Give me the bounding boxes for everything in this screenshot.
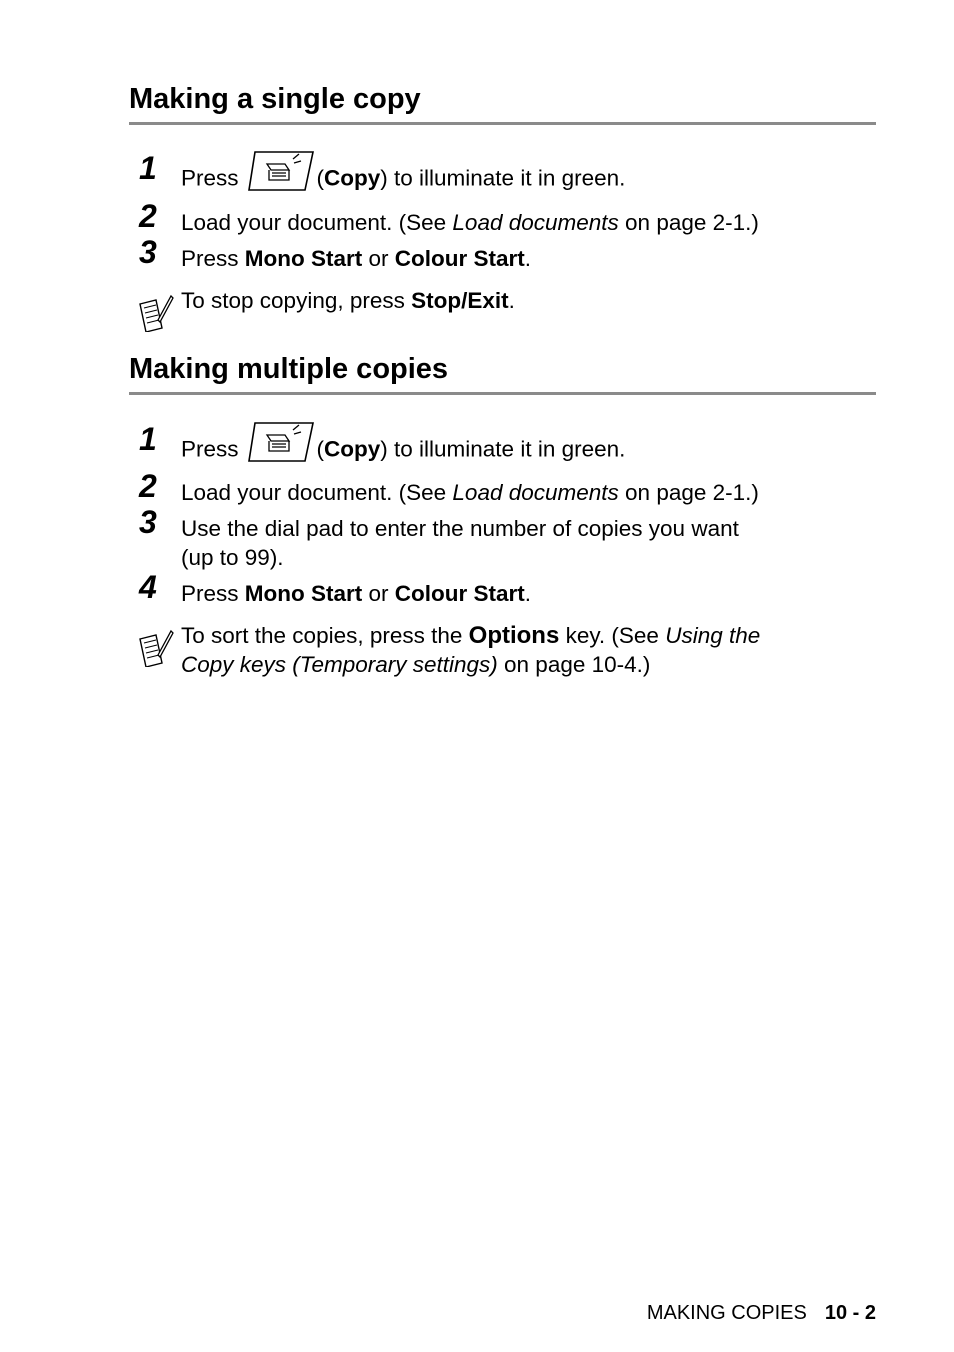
step-number: 3 (139, 234, 157, 270)
step-number: 4 (139, 569, 157, 605)
note-text: To sort the copies, press the Options key. (See Using the Copy keys (Temporary settings) on page 10-4.) (181, 622, 761, 677)
note-pencil-icon (136, 292, 174, 337)
step-number: 2 (139, 198, 157, 234)
cross-reference: Load documents (452, 480, 619, 505)
section-title: Making multiple copies (129, 353, 449, 385)
section-rule (129, 122, 876, 125)
step-text: Press (Copy) to illuminate it in green. (181, 160, 861, 199)
step-number: 3 (139, 504, 157, 540)
section-single-copy (129, 82, 876, 313)
footer-chapter: MAKING COPIES (646, 1302, 807, 1324)
cross-reference: Copy keys (Temporary settings) (181, 652, 498, 677)
step-text: Use the dial pad to enter the number of copies you want (up to 99). (181, 516, 739, 570)
copy-key-icon (247, 421, 315, 470)
step-number: 1 (139, 150, 157, 186)
step-text: Press Mono Start or Colour Start. (181, 246, 532, 271)
page-footer (647, 1300, 876, 1326)
step-number: 1 (139, 421, 157, 457)
step-text: Press (Copy) to illuminate it in green. (181, 431, 861, 470)
step-text: Press Mono Start or Colour Start. (181, 581, 532, 606)
page-number: 10 - 2 (824, 1302, 876, 1324)
step-text: Load your document. (See Load documents on page 2-1.) (181, 480, 759, 505)
note-text: To stop copying, press Stop/Exit. (181, 288, 515, 313)
copy-key-icon (247, 150, 315, 199)
section-title: Making a single copy (129, 83, 421, 115)
step-number: 2 (139, 468, 157, 504)
cross-reference: Load documents (452, 210, 619, 235)
section-rule (129, 392, 876, 395)
cross-reference: Using the (665, 623, 761, 648)
note-pencil-icon (136, 627, 174, 672)
section-multiple-copies (129, 352, 876, 677)
step-text: Load your document. (See Load documents on page 2-1.) (181, 210, 759, 235)
